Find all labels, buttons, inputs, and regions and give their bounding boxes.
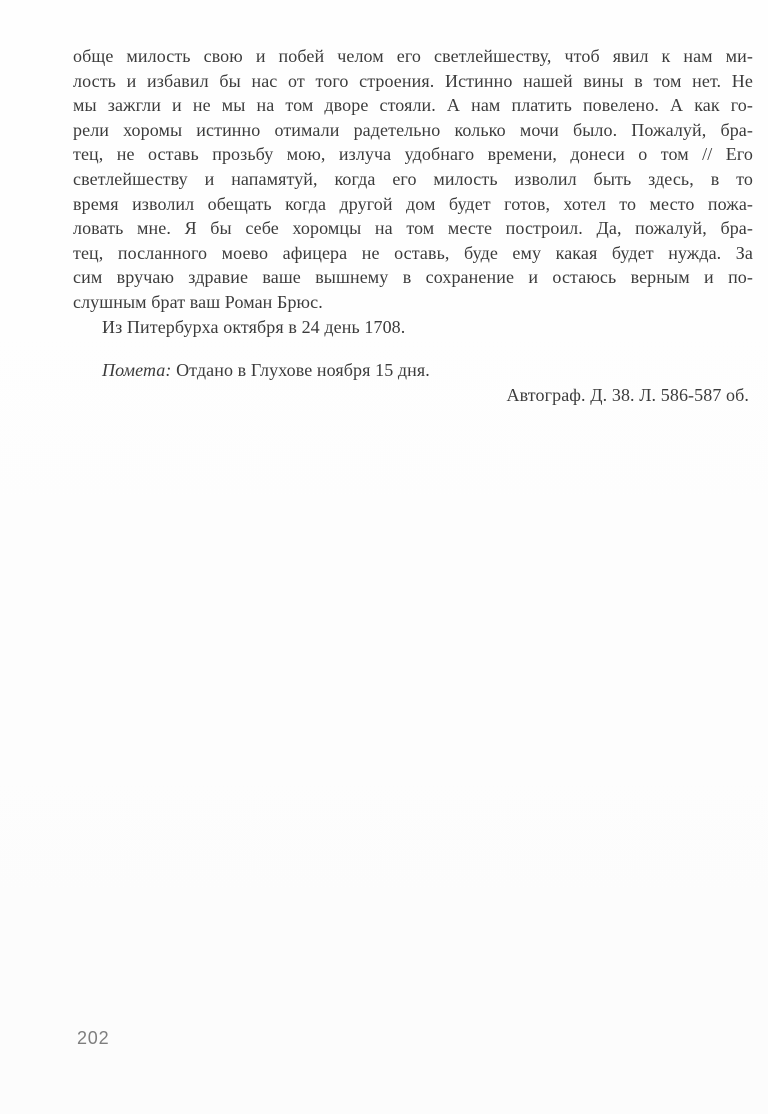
body-line: светлейшеству и напамятуй, когда его милость изволил быть здесь, в то	[73, 168, 753, 189]
dateline: Из Питербурха октября в 24 день 1708.	[102, 316, 406, 337]
body-line: время изволил обещать когда другой дом будет готов, хотел то место пожа-	[73, 193, 753, 214]
body-line: тец, посланного моево афицера не оставь, буде ему какая будет нужда. За	[73, 242, 753, 263]
page-number: 202	[77, 1028, 110, 1048]
body-line: сим вручаю здравие ваше вышнему в сохранение и остаюсь верным и по-	[73, 267, 753, 288]
body-line: рели хоромы истинно отимали радетельно колько мочи было. Пожалуй, бра-	[73, 119, 753, 140]
pometa-label: Помета:	[102, 360, 172, 381]
body-line: лость и избавил бы нас от того строения. Истинно нашей вины в том нет. Не	[73, 70, 753, 91]
pometa-text: Отдано в Глухове ноября 15 дня.	[176, 360, 430, 381]
body-line: тец, не оставь прозьбу мою, излуча удобнаго времени, донеси о том // Его	[73, 144, 753, 165]
archive-reference: Автограф. Д. 38. Л. 586-587 об.	[506, 384, 749, 405]
body-line: мы зажгли и не мы на том дворе стояли. А нам платить повелено. А как го-	[73, 95, 753, 116]
letter-text-block	[73, 44, 753, 407]
body-line: ловать мне. Я бы себе хоромцы на том месте построил. Да, пожалуй, бра-	[73, 218, 753, 239]
body-line: обще милость свою и побей челом его светлейшеству, чтоб явил к нам ми-	[73, 46, 753, 66]
body-line-last: слушным брат ваш Роман Брюс.	[73, 291, 323, 312]
pometa-line	[73, 358, 753, 383]
